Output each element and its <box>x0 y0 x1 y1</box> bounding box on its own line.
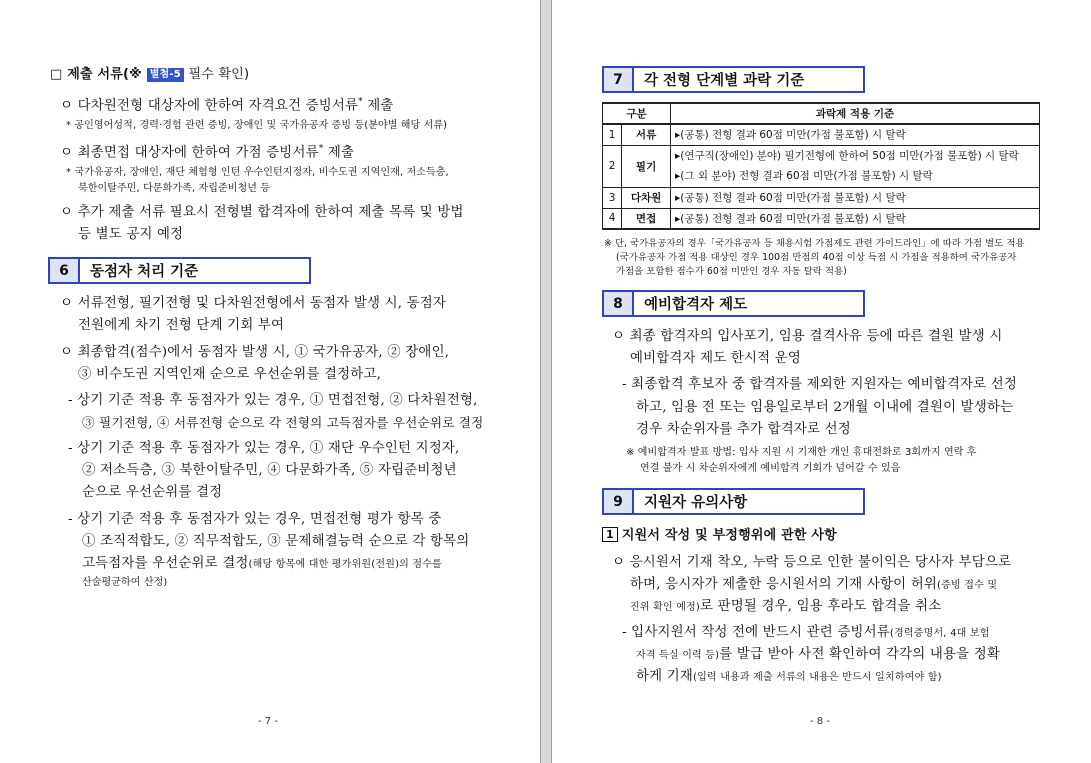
submit-bullet-2-text: ㅇ 최종면접 대상자에 한하여 가점 증빙서류 <box>60 145 319 161</box>
row-stage: 면접 <box>622 208 671 229</box>
section-7-header <box>602 66 865 93</box>
page-8 <box>552 0 1091 763</box>
sec9-line-small: (입력 내용과 제출 서류의 내용은 반드시 일치하여야 함) <box>693 672 942 683</box>
sec6-line: 순으로 우선순위를 결정 <box>82 485 223 500</box>
sec9-line <box>622 622 990 645</box>
sec6-line: ② 저소득층, ③ 북한이탈주민, ④ 다문화가족, ⑤ 자립준비청년 <box>82 463 457 478</box>
footnote-mark: * <box>358 97 363 107</box>
section-title: 각 전형 단계별 과락 기준 <box>644 73 805 89</box>
sec9-line <box>636 644 1000 667</box>
submit-note-1: * 공인영어성적, 경력·경험 관련 증빙, 장애인 및 국가유공자 증빙 등(분야별 해당 서류) <box>66 120 448 131</box>
sec9-line-text: 하게 기재 <box>636 669 693 684</box>
section-6-header <box>48 257 311 284</box>
sec9-subheading <box>602 525 837 547</box>
sec8-line: 경우 차순위자를 추가 합격자로 선정 <box>636 422 851 437</box>
section-title: 예비합격자 제도 <box>644 297 748 313</box>
sec6-line: ㅇ 서류전형, 필기전형 및 다차원전형에서 동점자 발생 시, 동점자 <box>60 296 447 311</box>
sec6-line: - 상기 기준 적용 후 동점자가 있는 경우, ① 면접전형, ② 다차원전형, <box>68 393 478 408</box>
section-number: 7 <box>604 68 634 91</box>
sec6-line: - 상기 기준 적용 후 동점자가 있는 경우, ① 재단 우수인턴 지정자, <box>68 441 460 456</box>
footnote-mark: * <box>318 144 324 154</box>
sec9-line-small: 진위 확인 예정) <box>630 602 701 613</box>
row-stage: 다차원 <box>622 187 671 208</box>
submit-bullet-2 <box>60 138 354 164</box>
submit-bullet-2-tail: 제출 <box>323 145 355 161</box>
page-number: - 8 - <box>810 716 830 727</box>
sec8-line: - 최종합격 후보자 중 합격자를 제외한 지원자는 예비합격자로 선정 <box>622 377 1018 392</box>
sec6-line: ③ 필기전형, ④ 서류전형 순으로 각 전형의 고득점자를 우선순위로 결정 <box>82 415 484 430</box>
sec8-note-1: ※ 예비합격자 발표 방법: 입사 지원 시 기재한 개인 휴대전화로 3회까지 연락 후 <box>626 447 977 458</box>
section-number: 9 <box>604 490 634 513</box>
section-9-header <box>602 488 865 515</box>
row-criteria: ▸(공통) 전형 결과 60점 미만(가점 불포함) 시 탈락 <box>671 208 1040 229</box>
submit-docs-title: □ 제출 서류(※ <box>50 67 142 82</box>
page-gutter <box>540 0 552 763</box>
row-criteria-line: ▸(그 외 분야) 전형 결과 60점 미만(가점 불포함) 시 탈락 <box>675 170 933 182</box>
row-criteria <box>671 145 1040 187</box>
sec8-line: 예비합격자 제도 한시적 운영 <box>630 351 801 366</box>
sec6-line: ㅇ 최종합격(점수)에서 동점자 발생 시, ① 국가유공자, ② 장애인, <box>60 345 450 360</box>
submit-bullet-3b: 등 별도 공지 예정 <box>78 227 184 242</box>
sec9-line-text: 로 판명될 경우, 임용 후라도 합격을 취소 <box>700 599 942 614</box>
sec7-note-3: 가점을 포함한 점수가 60점 미만인 경우 자동 탈락 적용) <box>616 266 847 277</box>
row-number: 1 <box>603 124 622 145</box>
sec9-line-small: (경력증명서, 4대 보험 <box>889 628 990 639</box>
row-stage: 서류 <box>622 124 671 145</box>
sec6-line: 전원에게 차기 전형 단계 기회 부여 <box>78 318 285 333</box>
sec6-line: ① 조직적합도, ② 직무적합도, ③ 문제해결능력 순으로 각 항목의 <box>82 534 470 549</box>
sec7-note-1: ※ 단, 국가유공자의 경우「국가유공자 등 채용시험 가점제도 관련 가이드라인」에 따라 가점 별도 적용 <box>604 238 1025 249</box>
submit-bullet-3a: ㅇ 추가 제출 서류 필요시 전형별 합격자에 한하여 제출 목록 및 방법 <box>60 205 464 220</box>
sec6-line: - 상기 기준 적용 후 동점자가 있는 경우, 면접전형 평가 항목 중 <box>68 512 442 527</box>
sec8-line: ㅇ 최종 합격자의 입사포기, 임용 결격사유 등에 따른 결원 발생 시 <box>612 329 1003 344</box>
row-number: 2 <box>603 145 622 187</box>
sec6-line-text: 고득점자를 우선순위로 결정 <box>82 556 249 571</box>
subsection-number: 1 <box>602 527 618 542</box>
sec6-line-small: (해당 항목에 대한 평가위원(전원)의 점수를 <box>248 559 442 570</box>
row-criteria: ▸(공통) 전형 결과 60점 미만(가점 불포함) 시 탈락 <box>671 124 1040 145</box>
sec6-line: ③ 비수도권 지역인재 순으로 우선순위를 결정하고, <box>78 367 382 382</box>
sec7-note-2: (국가유공자 가점 적용 대상인 경우 100점 만점의 40점 이상 득점 시 가점을 적용하여 국가유공자 <box>616 252 1017 263</box>
sec9-line <box>630 596 941 619</box>
sec9-line-text: 를 발급 받아 사전 확인하여 각각의 내용을 정확 <box>719 647 1001 662</box>
subsection-title: 지원서 작성 및 부정행위에 관한 사항 <box>621 528 837 543</box>
sec6-line: 산술평균하여 산정) <box>82 577 168 588</box>
section-number: 6 <box>50 259 80 282</box>
submit-bullet-1 <box>60 91 394 117</box>
submit-docs-title-tail: 필수 확인) <box>188 67 250 82</box>
sec8-line: 하고, 임용 전 또는 임용일로부터 2개월 이내에 결원이 발생하는 <box>636 400 1014 415</box>
submit-bullet-1-tail: 제출 <box>362 98 394 114</box>
sec6-line <box>82 553 442 576</box>
sec9-line-small: (증빙 접수 및 <box>937 580 998 591</box>
submit-bullet-1-text: ㅇ 다차원전형 대상자에 한하여 자격요건 증빙서류 <box>60 98 359 114</box>
dropout-criteria-table <box>602 102 1040 230</box>
table-row <box>603 124 1040 145</box>
sec9-line-text: - 입사지원서 작성 전에 반드시 관련 증빙서류 <box>622 625 890 640</box>
table-header-category: 구분 <box>603 103 671 124</box>
row-criteria-line: ▸(연구직(장애인) 분야) 필기전형에 한하여 50점 미만(가점 불포함) 시 탈락 <box>675 150 1019 162</box>
page-7 <box>0 0 540 763</box>
sec9-line-small: 자격 득실 이력 등) <box>636 650 720 661</box>
row-criteria: ▸(공통) 전형 결과 60점 미만(가점 불포함) 시 탈락 <box>671 187 1040 208</box>
row-number: 3 <box>603 187 622 208</box>
row-number: 4 <box>603 208 622 229</box>
section-title: 동점자 처리 기준 <box>90 264 199 280</box>
sec9-line <box>630 574 997 597</box>
section-8-header <box>602 290 865 317</box>
submit-docs-heading <box>50 64 249 86</box>
submit-note-2b: 북한이탈주민, 다문화가족, 자립준비청년 등 <box>78 183 271 194</box>
sec9-line: ㅇ 응시원서 기재 착오, 누락 등으로 인한 불이익은 당사자 부담으로 <box>612 555 1012 570</box>
page-number: - 7 - <box>258 716 278 727</box>
table-row <box>603 145 1040 187</box>
submit-note-2a: * 국가유공자, 장애인, 재단 체험형 인턴 우수인턴지정자, 비수도권 지역인재, 저소득층, <box>66 167 449 178</box>
table-row <box>603 187 1040 208</box>
attachment-badge: 별첨-5 <box>147 68 184 82</box>
table-row <box>603 208 1040 229</box>
section-number: 8 <box>604 292 634 315</box>
sec8-note-2: 연결 불가 시 차순위자에게 예비합격 기회가 넘어갈 수 있음 <box>640 463 901 474</box>
section-title: 지원자 유의사항 <box>644 495 748 511</box>
row-stage: 필기 <box>622 145 671 187</box>
sec9-line <box>636 666 942 689</box>
sec9-line-text: 하며, 응시자가 제출한 응시원서의 기재 사항이 허위 <box>630 577 938 592</box>
table-header-row <box>603 103 1040 124</box>
table-header-criteria: 과락제 적용 기준 <box>671 103 1040 124</box>
